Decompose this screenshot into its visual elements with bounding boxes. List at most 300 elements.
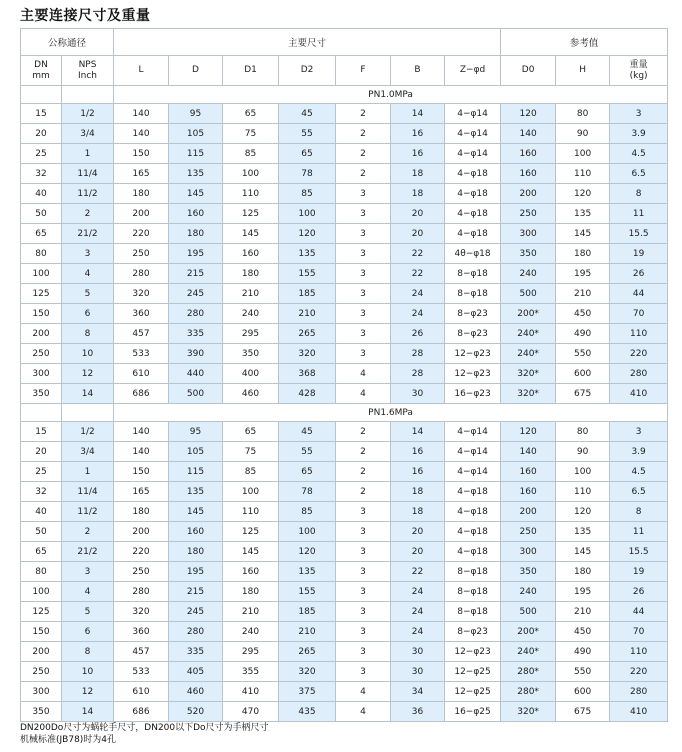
table-cell: 12 — [62, 682, 114, 702]
table-cell: 135 — [169, 164, 223, 184]
table-cell: 500 — [169, 384, 223, 404]
table-cell: 45 — [279, 104, 336, 124]
table-cell: 280* — [501, 682, 556, 702]
table-cell: 125 — [21, 284, 62, 304]
table-cell: 18 — [391, 164, 445, 184]
table-cell: 410 — [223, 682, 279, 702]
table-cell: 90 — [556, 124, 610, 144]
table-cell: 240 — [223, 622, 279, 642]
table-cell: 55 — [279, 124, 336, 144]
table-cell: 1/2 — [62, 422, 114, 442]
table-cell: 220 — [610, 662, 668, 682]
table-cell: 12−φ23 — [445, 364, 501, 384]
table-cell: 185 — [279, 602, 336, 622]
table-cell: 55 — [279, 442, 336, 462]
table-cell: 180 — [169, 224, 223, 244]
table-cell: 65 — [21, 224, 62, 244]
table-cell: 160 — [169, 204, 223, 224]
table-cell: 65 — [223, 422, 279, 442]
table-cell: 3 — [336, 662, 391, 682]
table-cell: 16 — [391, 144, 445, 164]
table-cell: 265 — [279, 642, 336, 662]
table-cell: 95 — [169, 422, 223, 442]
table-cell: 78 — [279, 164, 336, 184]
table-cell: 200 — [21, 324, 62, 344]
table-cell: 8 — [62, 642, 114, 662]
table-cell: 16 — [391, 124, 445, 144]
table-cell: 115 — [169, 462, 223, 482]
table-cell: 320 — [279, 662, 336, 682]
footnote-line-2: 机械标准(JB78)时为4孔 — [20, 735, 117, 745]
table-cell: 135 — [169, 482, 223, 502]
table-cell: 155 — [279, 264, 336, 284]
table-cell: 18 — [391, 184, 445, 204]
table-cell: 4 — [336, 682, 391, 702]
table-cell: 100 — [223, 164, 279, 184]
table-cell: 120 — [279, 224, 336, 244]
table-cell: 100 — [21, 582, 62, 602]
table-cell: 245 — [169, 284, 223, 304]
table-cell: 36 — [391, 702, 445, 722]
table-cell: 100 — [556, 144, 610, 164]
table-cell: 300 — [21, 682, 62, 702]
table-row — [21, 522, 668, 542]
table-cell: 245 — [169, 602, 223, 622]
table-cell: 240 — [223, 304, 279, 324]
table-cell: 360 — [114, 622, 169, 642]
table-cell: 15.5 — [610, 542, 668, 562]
table-cell: 105 — [169, 124, 223, 144]
table-cell: 600 — [556, 682, 610, 702]
table-cell: 2 — [336, 104, 391, 124]
table-cell: 180 — [114, 502, 169, 522]
section-header-row — [21, 86, 668, 104]
table-cell: 450 — [556, 304, 610, 324]
table-cell: 250 — [114, 244, 169, 264]
table-cell: 80 — [556, 104, 610, 124]
table-cell: 25 — [21, 144, 62, 164]
table-cell: 195 — [169, 244, 223, 264]
table-cell: 19 — [610, 562, 668, 582]
table-cell: 280 — [169, 622, 223, 642]
table-cell: 686 — [114, 384, 169, 404]
table-cell: 135 — [556, 522, 610, 542]
table-cell: 250 — [21, 662, 62, 682]
table-cell: 34 — [391, 682, 445, 702]
table-cell: 28 — [391, 364, 445, 384]
table-cell: 155 — [279, 582, 336, 602]
table-cell: 40 — [21, 502, 62, 522]
table-cell: 3 — [336, 582, 391, 602]
table-cell: 8−φ23 — [445, 304, 501, 324]
table-cell: 85 — [279, 502, 336, 522]
table-cell: 335 — [169, 642, 223, 662]
table-cell: 350 — [501, 244, 556, 264]
table-cell: 360 — [114, 304, 169, 324]
table-cell: 4.5 — [610, 462, 668, 482]
table-cell: 200 — [501, 502, 556, 522]
table-cell: 533 — [114, 344, 169, 364]
table-row — [21, 224, 668, 244]
table-cell: 12−φ23 — [445, 642, 501, 662]
table-cell: 120 — [501, 104, 556, 124]
pressure-section-label: PN1.0MPa — [114, 86, 668, 104]
table-cell: 490 — [556, 642, 610, 662]
col-header-d1: D1 — [223, 56, 279, 86]
table-cell: 145 — [223, 542, 279, 562]
col-header-nps: NPS Inch — [62, 56, 114, 86]
table-cell: 18 — [391, 482, 445, 502]
table-cell: 2 — [62, 522, 114, 542]
table-cell: 11 — [610, 204, 668, 224]
table-cell: 3.9 — [610, 124, 668, 144]
table-cell: 20 — [391, 204, 445, 224]
table-row — [21, 324, 668, 344]
table-cell: 30 — [391, 642, 445, 662]
table-cell: 280 — [610, 364, 668, 384]
footnote-line-1: DN200Do尺寸为蜗轮手尺寸，DN200以下Do尺寸为手柄尺寸 — [20, 723, 269, 733]
table-cell: 500 — [501, 284, 556, 304]
table-cell: 355 — [223, 662, 279, 682]
table-cell: 195 — [556, 264, 610, 284]
table-row — [21, 184, 668, 204]
table-cell: 280 — [114, 582, 169, 602]
table-cell: 240 — [501, 582, 556, 602]
table-cell: 100 — [556, 462, 610, 482]
table-cell: 210 — [279, 304, 336, 324]
table-cell: 11/2 — [62, 502, 114, 522]
section-header-row — [21, 404, 668, 422]
table-cell: 3 — [336, 542, 391, 562]
table-cell: 110 — [610, 642, 668, 662]
table-cell: 220 — [114, 542, 169, 562]
col-header-z-phi-d: Z−φd — [445, 56, 501, 86]
table-row — [21, 344, 668, 364]
table-cell: 350 — [501, 562, 556, 582]
table-cell: 215 — [169, 264, 223, 284]
table-cell: 3/4 — [62, 442, 114, 462]
table-cell: 8−φ18 — [445, 284, 501, 304]
table-cell: 4 — [336, 364, 391, 384]
table-cell: 3 — [62, 244, 114, 264]
table-cell: 15 — [21, 104, 62, 124]
table-cell: 550 — [556, 344, 610, 364]
table-cell: 6.5 — [610, 482, 668, 502]
table-cell: 3/4 — [62, 124, 114, 144]
table-cell: 26 — [610, 582, 668, 602]
table-cell: 45 — [279, 422, 336, 442]
table-cell: 21/2 — [62, 224, 114, 244]
table-cell: 4−φ18 — [445, 482, 501, 502]
table-cell: 3 — [336, 642, 391, 662]
table-cell: 22 — [391, 244, 445, 264]
table-cell: 3 — [610, 422, 668, 442]
table-cell: 28 — [391, 344, 445, 364]
table-cell: 220 — [610, 344, 668, 364]
col-header-d2: D2 — [279, 56, 336, 86]
table-cell: 3 — [336, 204, 391, 224]
table-cell: 428 — [279, 384, 336, 404]
table-row — [21, 144, 668, 164]
table-cell: 135 — [279, 244, 336, 264]
table-cell: 40 — [21, 184, 62, 204]
table-cell: 3 — [336, 324, 391, 344]
table-cell: 24 — [391, 602, 445, 622]
table-row — [21, 104, 668, 124]
table-cell: 80 — [21, 562, 62, 582]
table-cell: 4.5 — [610, 144, 668, 164]
table-cell: 265 — [279, 324, 336, 344]
table-cell: 4−φ18 — [445, 204, 501, 224]
table-cell: 4 — [62, 264, 114, 284]
table-cell: 3 — [336, 184, 391, 204]
table-cell: 4−φ14 — [445, 144, 501, 164]
table-cell: 140 — [501, 442, 556, 462]
table-cell: 14 — [391, 422, 445, 442]
table-cell: 135 — [556, 204, 610, 224]
table-cell: 24 — [391, 284, 445, 304]
col-header-d0: D0 — [501, 56, 556, 86]
table-cell: 20 — [21, 442, 62, 462]
table-cell: 14 — [62, 702, 114, 722]
table-cell: 457 — [114, 324, 169, 344]
table-row — [21, 602, 668, 622]
table-cell: 2 — [336, 442, 391, 462]
table-cell: 4−φ18 — [445, 502, 501, 522]
table-cell: 500 — [501, 602, 556, 622]
table-cell: 180 — [556, 244, 610, 264]
table-cell: 375 — [279, 682, 336, 702]
table-cell: 410 — [610, 702, 668, 722]
table-cell: 400 — [223, 364, 279, 384]
table-cell: 435 — [279, 702, 336, 722]
table-cell: 16 — [391, 462, 445, 482]
table-cell: 65 — [21, 542, 62, 562]
table-cell: 145 — [556, 542, 610, 562]
table-cell: 110 — [223, 502, 279, 522]
table-cell: 280 — [114, 264, 169, 284]
table-cell: 4 — [336, 702, 391, 722]
table-cell: 44 — [610, 284, 668, 304]
table-cell: 95 — [169, 104, 223, 124]
table-cell: 320 — [114, 602, 169, 622]
table-row — [21, 124, 668, 144]
table-cell: 160 — [501, 164, 556, 184]
table-cell: 44 — [610, 602, 668, 622]
table-row — [21, 702, 668, 722]
table-cell: 195 — [556, 582, 610, 602]
table-cell: 250 — [501, 204, 556, 224]
table-cell: 8 — [610, 502, 668, 522]
table-cell: 1/2 — [62, 104, 114, 124]
table-cell: 4−φ14 — [445, 422, 501, 442]
table-cell: 30 — [391, 662, 445, 682]
table-cell: 65 — [279, 144, 336, 164]
table-cell: 675 — [556, 384, 610, 404]
table-cell: 26 — [610, 264, 668, 284]
table-cell: 300 — [21, 364, 62, 384]
col-header-weight: 重量 (kg) — [610, 56, 668, 86]
table-cell: 2 — [62, 204, 114, 224]
table-cell: 440 — [169, 364, 223, 384]
table-row — [21, 502, 668, 522]
table-row — [21, 462, 668, 482]
table-cell: 1 — [62, 144, 114, 164]
table-cell: 80 — [556, 422, 610, 442]
table-cell: 185 — [279, 284, 336, 304]
table-cell: 50 — [21, 204, 62, 224]
table-cell: 210 — [223, 284, 279, 304]
table-cell: 8−φ18 — [445, 582, 501, 602]
table-cell: 390 — [169, 344, 223, 364]
table-cell: 3 — [336, 562, 391, 582]
table-cell: 240* — [501, 642, 556, 662]
table-cell: 350 — [21, 702, 62, 722]
table-cell: 14 — [62, 384, 114, 404]
table-cell: 250 — [21, 344, 62, 364]
table-cell: 20 — [391, 542, 445, 562]
table-cell: 300 — [501, 542, 556, 562]
table-cell: 145 — [169, 184, 223, 204]
table-cell: 110 — [223, 184, 279, 204]
table-cell: 11/4 — [62, 482, 114, 502]
table-cell: 533 — [114, 662, 169, 682]
table-cell: 125 — [21, 602, 62, 622]
table-cell: 200 — [114, 522, 169, 542]
table-cell: 3 — [336, 264, 391, 284]
table-row — [21, 364, 668, 384]
table-cell: 215 — [169, 582, 223, 602]
table-row — [21, 642, 668, 662]
table-cell: 8 — [610, 184, 668, 204]
table-cell: 24 — [391, 304, 445, 324]
footnote — [20, 722, 269, 746]
table-cell: 200* — [501, 622, 556, 642]
table-cell: 100 — [279, 204, 336, 224]
table-cell: 85 — [223, 144, 279, 164]
table-cell: 675 — [556, 702, 610, 722]
table-cell: 120 — [556, 184, 610, 204]
table-cell: 32 — [21, 164, 62, 184]
table-row — [21, 542, 668, 562]
table-cell: 10 — [62, 344, 114, 364]
col-header-f: F — [336, 56, 391, 86]
table-cell: 150 — [114, 462, 169, 482]
table-cell: 210 — [223, 602, 279, 622]
table-cell: 145 — [556, 224, 610, 244]
table-row — [21, 284, 668, 304]
table-cell: 160 — [501, 462, 556, 482]
col-header-d: D — [169, 56, 223, 86]
table-cell: 140 — [501, 124, 556, 144]
table-cell: 2 — [336, 422, 391, 442]
table-cell: 4 — [62, 582, 114, 602]
table-cell: 19 — [610, 244, 668, 264]
table-cell: 280* — [501, 662, 556, 682]
header-main-dimensions: 主要尺寸 — [114, 29, 501, 56]
table-cell: 65 — [279, 462, 336, 482]
table-cell: 295 — [223, 324, 279, 344]
table-cell: 320* — [501, 364, 556, 384]
table-cell: 165 — [114, 482, 169, 502]
table-cell: 295 — [223, 642, 279, 662]
table-cell: 110 — [556, 482, 610, 502]
table-cell: 550 — [556, 662, 610, 682]
table-cell: 4−φ18 — [445, 542, 501, 562]
table-cell: 180 — [223, 582, 279, 602]
table-cell: 110 — [610, 324, 668, 344]
table-cell: 100 — [279, 522, 336, 542]
table-cell: 4θ−φ18 — [445, 244, 501, 264]
table-cell: 25 — [21, 462, 62, 482]
table-cell: 3 — [336, 224, 391, 244]
table-cell: 180 — [169, 542, 223, 562]
table-row — [21, 482, 668, 502]
table-cell: 4−φ18 — [445, 522, 501, 542]
table-cell: 200 — [501, 184, 556, 204]
table-cell: 180 — [223, 264, 279, 284]
header-nominal-diameter: 公称通径 — [21, 29, 114, 56]
page-title: 主要连接尺寸及重量 — [20, 8, 151, 24]
table-cell: 210 — [556, 602, 610, 622]
table-cell: 150 — [21, 304, 62, 324]
table-cell: 70 — [610, 622, 668, 642]
table-cell: 24 — [391, 582, 445, 602]
table-cell: 4−φ18 — [445, 164, 501, 184]
table-cell: 3 — [336, 344, 391, 364]
table-cell: 90 — [556, 442, 610, 462]
table-cell: 165 — [114, 164, 169, 184]
table-cell: 320* — [501, 384, 556, 404]
table-cell: 100 — [223, 482, 279, 502]
table-cell: 8−φ18 — [445, 602, 501, 622]
table-cell: 490 — [556, 324, 610, 344]
table-cell: 3 — [336, 622, 391, 642]
table-row — [21, 622, 668, 642]
table-cell: 140 — [114, 124, 169, 144]
table-cell: 22 — [391, 562, 445, 582]
table-cell: 210 — [279, 622, 336, 642]
table-cell: 200 — [21, 642, 62, 662]
table-cell: 160 — [223, 244, 279, 264]
table-cell: 2 — [336, 462, 391, 482]
table-cell: 8−φ23 — [445, 622, 501, 642]
table-cell: 145 — [169, 502, 223, 522]
table-cell: 3.9 — [610, 442, 668, 462]
table-cell: 18 — [391, 502, 445, 522]
table-cell: 85 — [223, 462, 279, 482]
table-cell: 11/2 — [62, 184, 114, 204]
table-cell: 240* — [501, 344, 556, 364]
table-cell: 520 — [169, 702, 223, 722]
table-row — [21, 682, 668, 702]
table-cell: 140 — [114, 422, 169, 442]
table-cell: 2 — [336, 482, 391, 502]
table-cell: 12−φ25 — [445, 682, 501, 702]
table-cell: 20 — [21, 124, 62, 144]
table-cell: 610 — [114, 682, 169, 702]
table-cell: 100 — [21, 264, 62, 284]
table-cell: 120 — [501, 422, 556, 442]
table-cell: 6 — [62, 622, 114, 642]
table-cell: 200 — [114, 204, 169, 224]
table-cell: 457 — [114, 642, 169, 662]
table-cell: 120 — [279, 542, 336, 562]
header-reference-values: 参考值 — [501, 29, 668, 56]
table-cell: 220 — [114, 224, 169, 244]
table-cell: 470 — [223, 702, 279, 722]
table-cell: 410 — [610, 384, 668, 404]
